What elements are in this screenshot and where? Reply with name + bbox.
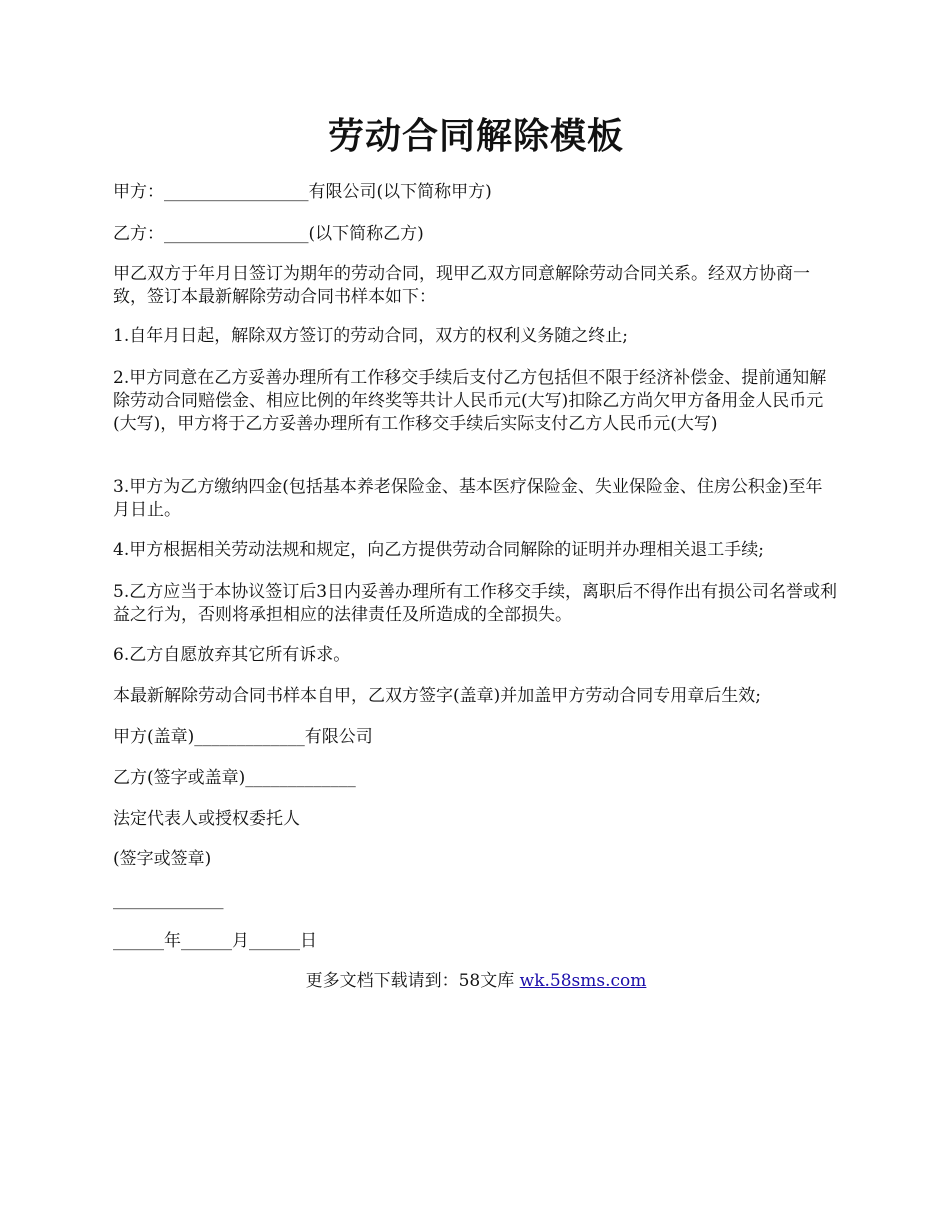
- representative-label: 法定代表人或授权委托人: [113, 809, 300, 829]
- signature-note: (签字或签章): [113, 849, 212, 869]
- signature-party-b: 乙方(签字或盖章)_____________: [113, 768, 356, 788]
- clause-3: 3.甲方为乙方缴纳四金(包括基本养老保险金、基本医疗保险金、失业保险金、住房公积金)至年月日止。: [113, 477, 823, 520]
- clause-6: 6.乙方自愿放弃其它所有诉求。: [113, 645, 351, 665]
- party-a-line: 甲方：_________________有限公司(以下简称甲方): [113, 182, 492, 202]
- clause-1: 1.自年月日起，解除双方签订的劳动合同，双方的权利义务随之终止;: [113, 326, 628, 346]
- download-site-link[interactable]: wk.58sms.com: [519, 971, 647, 991]
- clause-4: 4.甲方根据相关劳动法规和规定，向乙方提供劳动合同解除的证明并办理相关退工手续;: [113, 540, 764, 560]
- signature-line: _____________: [113, 890, 224, 910]
- signature-party-a: 甲方(盖章)_____________有限公司: [113, 727, 373, 747]
- intro-paragraph: 甲乙双方于年月日签订为期年的劳动合同，现甲乙双方同意解除劳动合同关系。经双方协商一致，签订本最新解除劳动合同书样本如下：: [113, 264, 810, 307]
- effective-clause: 本最新解除劳动合同书样本自甲，乙双方签字(盖章)并加盖甲方劳动合同专用章后生效;: [113, 686, 761, 706]
- clause-2: 2.甲方同意在乙方妥善办理所有工作移交手续后支付乙方包括但不限于经济补偿金、提前通知解除劳动合同赔偿金、相应比例的年终奖等共计人民币元(大写)扣除乙方尚欠甲方备用金人民币元(大写)，甲方将于乙方妥善办理所有工作移交手续后实际支付乙方人民币元(大写): [113, 368, 827, 434]
- party-b-line: 乙方：_________________(以下简称乙方): [113, 224, 424, 244]
- footer-prefix: 更多文档下载请到：58文库: [305, 971, 515, 991]
- clause-5: 5.乙方应当于本协议签订后3日内妥善办理所有工作移交手续，离职后不得作出有损公司名誉或利益之行为，否则将承担相应的法律责任及所造成的全部损失。: [113, 582, 838, 625]
- document-title: 劳动合同解除模板: [327, 115, 624, 157]
- date-line: ______年______月______日: [113, 931, 317, 951]
- download-footer: [113, 970, 839, 993]
